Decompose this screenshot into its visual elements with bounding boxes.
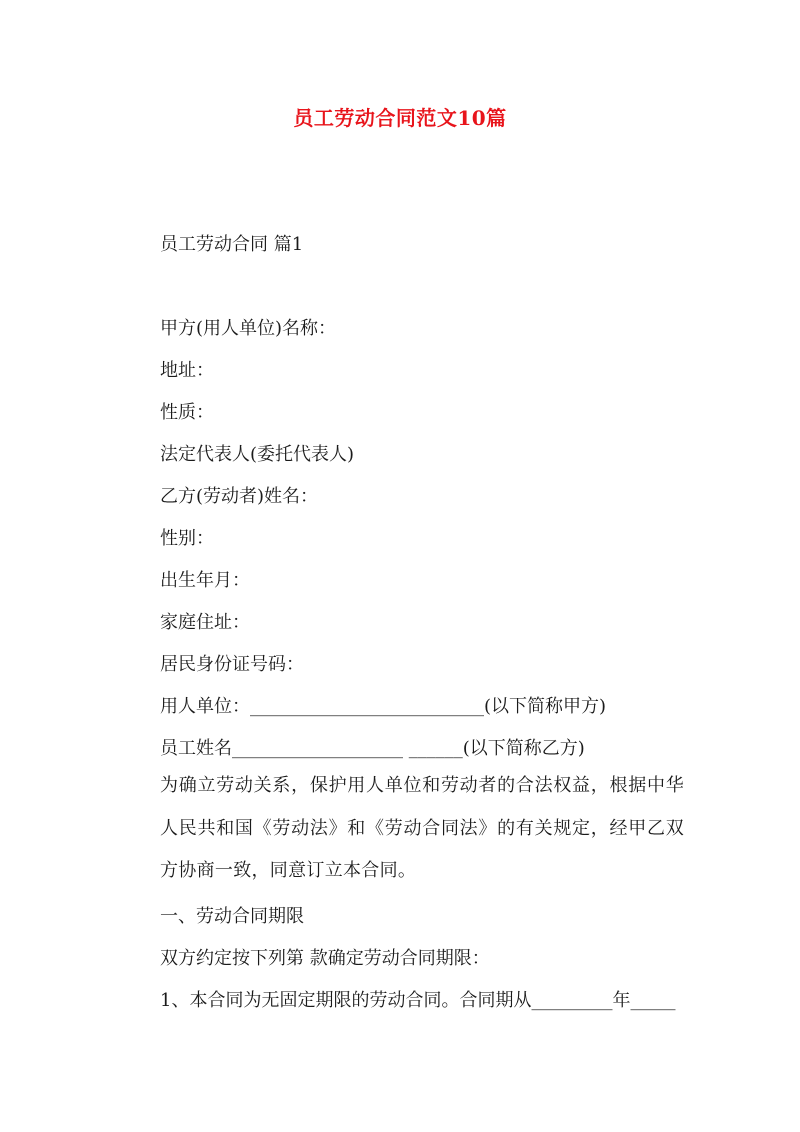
field-id-number: 居民身份证号码： bbox=[160, 654, 304, 675]
field-gender: 性别： bbox=[160, 528, 214, 549]
clause-1-item-1: 1、本合同为无固定期限的劳动合同。合同期从_________年_____ bbox=[160, 990, 676, 1011]
preamble-paragraph: 为确立劳动关系，保护用人单位和劳动者的合法权益，根据中华人民共和国《劳动法》和《劳动合同法》的有关规定，经甲乙双方协商一致，同意订立本合同。 bbox=[160, 775, 684, 881]
field-nature: 性质： bbox=[160, 402, 214, 423]
field-legal-rep: 法定代表人(委托代表人) bbox=[160, 444, 355, 465]
field-employee-line: 员工姓名___________________ ______(以下简称乙方) bbox=[160, 738, 585, 759]
field-party-b-name: 乙方(劳动者)姓名： bbox=[160, 486, 319, 507]
field-birth-date: 出生年月： bbox=[160, 570, 250, 591]
document-title: 员工劳动合同范文10篇 bbox=[293, 106, 507, 130]
clause-1-intro: 双方约定按下列第 款确定劳动合同期限： bbox=[160, 948, 490, 969]
field-address: 地址： bbox=[160, 360, 214, 381]
field-party-a-name: 甲方(用人单位)名称： bbox=[160, 318, 337, 339]
field-employer-line: 用人单位：__________________________(以下简称甲方) bbox=[160, 696, 607, 717]
field-home-address: 家庭住址： bbox=[160, 612, 250, 633]
section-heading: 员工劳动合同 篇1 bbox=[160, 234, 304, 255]
clause-1-heading: 一、劳动合同期限 bbox=[160, 906, 304, 927]
